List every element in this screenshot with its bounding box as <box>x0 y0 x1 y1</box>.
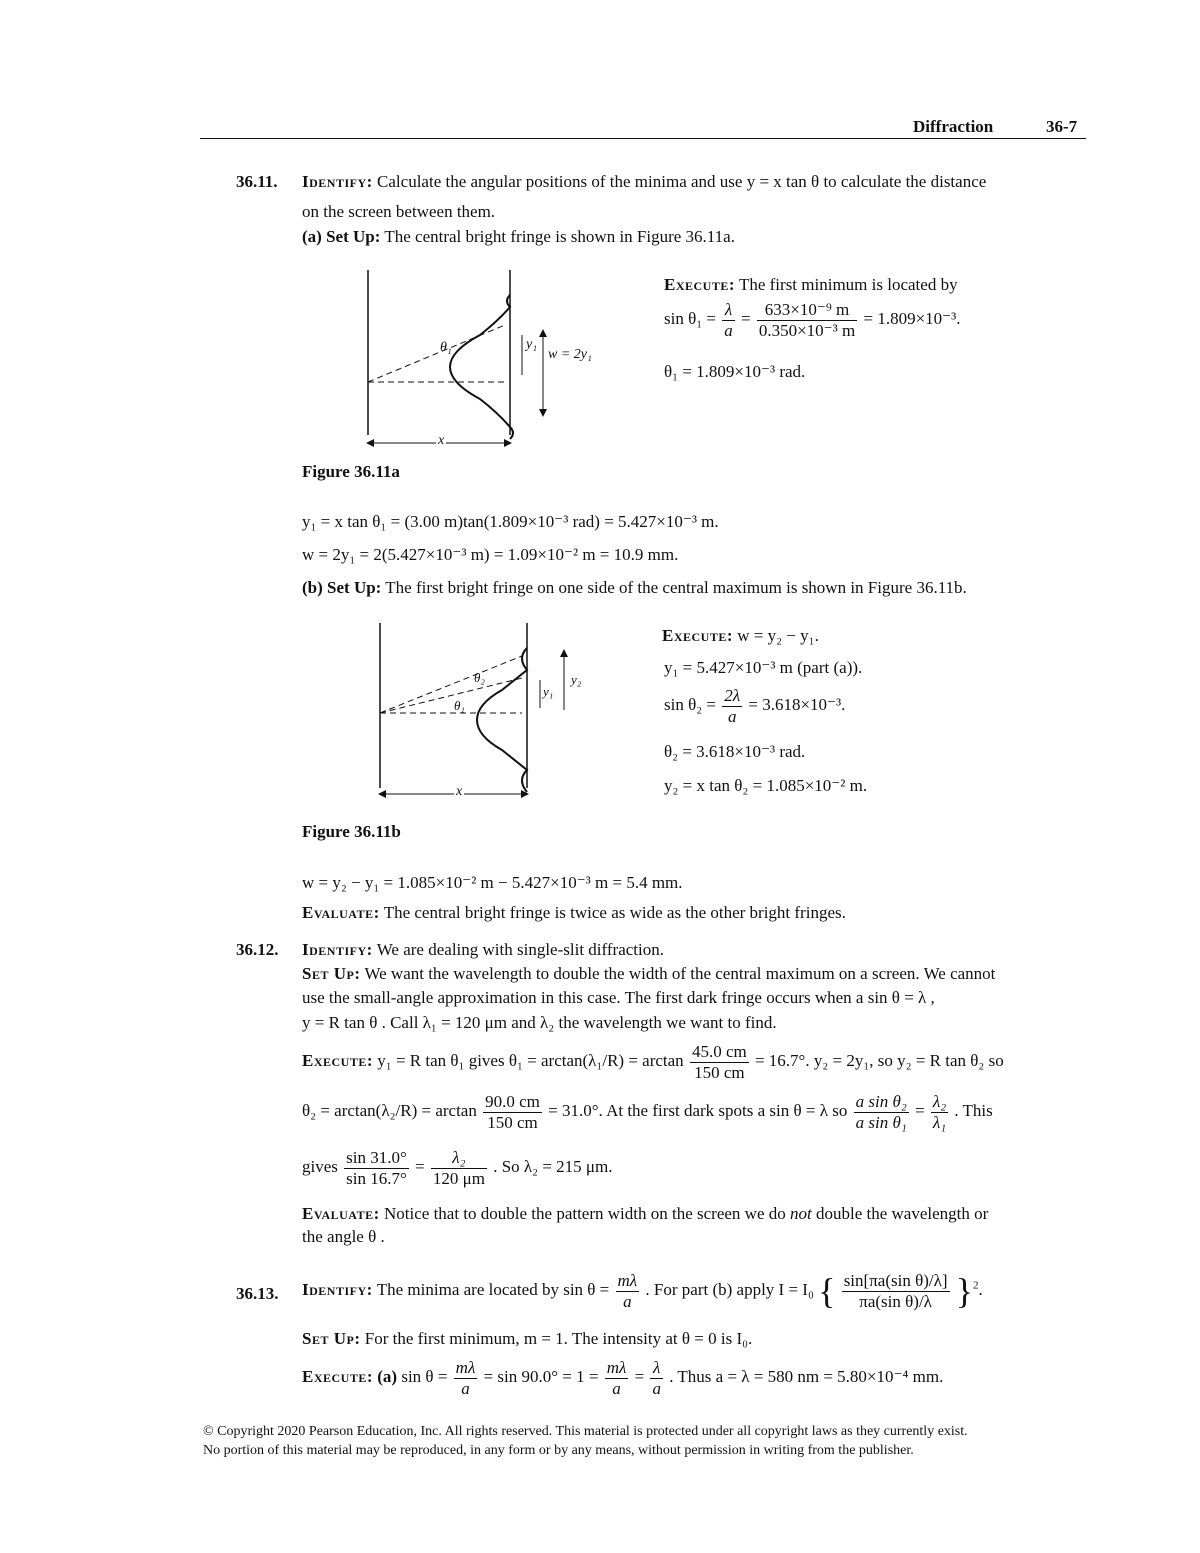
problem-number-36-12: 36.12. <box>236 940 279 959</box>
execute-36-12-line2: θ₂ = arctan(λ₂/R) = arctan $\frac{90.0 cm}{150 cm}$ = 31.0°. At the first dark spots a sin θ = λ so $\frac{\text{a sin θ₂}}{\text{a sin θ₁}}$ = $\frac{\text{λ₂}}{\text{λ₁}}$ . This <box>302 1092 993 1132</box>
ratio-fraction-sin: $\frac{\text{a sin θ₂}}{\text{a sin θ₁}}$ <box>855 1092 907 1132</box>
evaluate-36-12-line2: the angle θ . <box>302 1227 385 1246</box>
theta1-dashed-line-b <box>380 678 522 713</box>
setup-a-36-11: (a) Set Up: The central bright fringe is shown in Figure 36.11a. <box>302 227 735 246</box>
arctan-fraction-2: $\frac{90.0 cm}{150 cm}$ <box>485 1092 540 1132</box>
b-w-equation: w = y₂ − y₁ = 1.085×10⁻² m − 5.427×10⁻³ m = 5.4 mm. <box>302 873 683 892</box>
intensity-curve <box>450 295 513 439</box>
minimum-dashed-line <box>368 325 505 382</box>
execute-36-11a: Execute: The first minimum is located by <box>664 275 958 294</box>
theta1-result: θ₁ = 1.809×10⁻³ rad. <box>664 362 806 381</box>
y1-equation: y₁ = x tan θ₁ = (3.00 m)tan(1.809×10⁻³ rad) = 5.427×10⁻³ m. <box>302 512 719 531</box>
figure-a-x-label: x <box>438 433 445 448</box>
exec-fraction-1: $\frac{m\lambda}{a}$ <box>455 1358 476 1398</box>
figure-b-theta1-label: θ₁ <box>454 698 465 713</box>
figure-36-11a-caption: Figure 36.11a <box>302 462 400 481</box>
figure-b-theta2-label: θ₂ <box>474 670 485 685</box>
lambda-ratio-fraction: $\frac{\text{λ₂}}{120 \mu m}$ <box>432 1148 485 1188</box>
intensity-fraction: $\frac{\text{sin[πa(sin θ)/λ]}}{\text{πa(sin θ)/λ}}$ <box>843 1270 948 1311</box>
sin-theta2-equation: sin θ₂ = $\frac{2\lambda}{a}$ = 3.618×10⁻³. <box>664 686 846 726</box>
two-lambda-over-a-fraction: $\frac{2\lambda}{a}$ <box>724 686 741 726</box>
exec-fraction-2: $\frac{m\lambda}{a}$ <box>606 1358 627 1398</box>
evaluate-36-12: Evaluate: Notice that to double the pattern width on the screen we do not double the wavelength or <box>302 1204 989 1223</box>
header-rule <box>200 138 1086 139</box>
copyright-line-2: No portion of this material may be reproduced, in any form or by any means, without permission in writing from the publisher. <box>203 1443 914 1458</box>
evaluate-36-11: Evaluate: The central bright fringe is twice as wide as the other bright fringes. <box>302 903 846 922</box>
execute-36-11b: Execute: w = y₂ − y₁. <box>662 626 819 645</box>
theta2-result: θ₂ = 3.618×10⁻³ rad. <box>664 742 806 761</box>
m-lambda-over-a-fraction: $\frac{m\lambda}{a}$ <box>617 1270 638 1311</box>
sin-theta1-equation: sin θ₁ = $\frac{\lambda}{a}$ = $\frac{\text{633×10⁻⁹ m}}{\text{0.350×10⁻³ m}}$ = 1.809×10⁻³. <box>664 300 961 340</box>
exec-fraction-3: $\frac{\lambda}{a}$ <box>652 1358 661 1398</box>
figure-b-y1-label: y₁ <box>543 684 554 699</box>
copyright-line-1: © Copyright 2020 Pearson Education, Inc. All rights reserved. This material is protected under all copyright laws as they currently exist. <box>203 1424 968 1439</box>
figure-b-x-label: x <box>456 784 463 799</box>
figure-36-11b-drawing <box>372 618 612 808</box>
arctan-fraction-1: $\frac{45.0 cm}{150 cm}$ <box>691 1042 747 1082</box>
sine-ratio-fraction: $\frac{\sin 31.0^\circ}{\sin 16.7^\circ}$ <box>346 1148 407 1188</box>
value-fraction: $\frac{\text{633×10⁻⁹ m}}{\text{0.350×10⁻³ m}}$ <box>758 300 856 340</box>
chapter-title: Diffraction <box>913 117 994 136</box>
execute-36-12-line3: gives $\frac{\sin 31.0^\circ}{\sin 16.7^\circ}$ = $\frac{\text{λ₂}}{120 \mu m}$ . So λ₂ = 215 μm. <box>302 1148 613 1188</box>
execute-36-12-line1: Execute: y₁ = R tan θ₁ gives θ₁ = arctan(λ₁/R) = arctan $\frac{45.0 cm}{150 cm}$ = 16.7°. y₂ = 2y₁, so y₂ = R tan θ₂ so <box>302 1042 1004 1082</box>
setup-36-12: Set Up: We want the wavelength to double the width of the central maximum on a screen. We cannot <box>302 964 996 983</box>
figure-b-y2-label: y₂ <box>571 672 582 687</box>
w-arrow-head-top <box>539 329 547 337</box>
identify-36-11: Identify: Calculate the angular positions of the minima and use y = x tan θ to calculate the distance <box>302 172 987 191</box>
w-equation: w = 2y₁ = 2(5.427×10⁻³ m) = 1.09×10⁻² m = 10.9 mm. <box>302 545 679 564</box>
figure-36-11b-caption: Figure 36.11b <box>302 822 401 841</box>
setup-36-12-line3: y = R tan θ . Call λ₁ = 120 μm and λ₂ the wavelength we want to find. <box>302 1013 777 1032</box>
y2-arrow-head-b <box>560 649 568 657</box>
identify-36-12: Identify: We are dealing with single-slit diffraction. <box>302 940 664 959</box>
problem-number-36-11: 36.11. <box>236 172 278 191</box>
identify-36-13: Identify: The minima are located by sin θ = $\frac{m\lambda}{a}$ . For part (b) apply I = I₀ { $\frac{\text{sin[πa(sin θ)/λ]}}{\text{πa(sin θ)/λ}}$ }$^2$. <box>302 1270 983 1311</box>
setup-36-12-line2: use the small-angle approximation in this case. The first dark fringe occurs when a sin θ = λ , <box>302 988 935 1007</box>
problem-number-36-13: 36.13. <box>236 1284 279 1303</box>
figure-36-11b <box>372 618 612 813</box>
figure-36-11a <box>360 265 620 460</box>
execute-36-13: Execute: (a) sin θ = $\frac{m\lambda}{a}$ = sin 90.0° = 1 = $\frac{m\lambda}{a}$ = $\frac{\lambda}{a}$ . Thus a = λ = 580 nm = 5.80×10⁻⁴ mm. <box>302 1358 944 1398</box>
figure-a-theta-label: θ₁ <box>440 340 452 355</box>
x-arrow-head-left-b <box>378 790 386 798</box>
page-number: 36-7 <box>1046 117 1078 136</box>
b-y1-line: y₁ = 5.427×10⁻³ m (part (a)). <box>664 658 863 677</box>
figure-a-y1-label: y₁ <box>526 337 538 352</box>
x-arrow-head-right-b <box>521 790 529 798</box>
setup-b-36-11: (b) Set Up: The first bright fringe on one side of the central maximum is shown in Figure 36.11b. <box>302 578 967 597</box>
ratio-fraction-lambda: $\frac{\text{λ₂}}{\text{λ₁}}$ <box>932 1092 947 1132</box>
figure-a-w-label: w = 2y₁ <box>548 347 592 362</box>
identify-36-11-cont: on the screen between them. <box>302 202 496 221</box>
lambda-over-a-fraction: $\frac{\lambda}{a}$ <box>724 300 733 340</box>
x-arrow-head-right <box>504 439 512 447</box>
x-arrow-head-left <box>366 439 374 447</box>
setup-36-13: Set Up: For the first minimum, m = 1. The intensity at θ = 0 is I₀. <box>302 1329 753 1348</box>
y2-result: y₂ = x tan θ₂ = 1.085×10⁻² m. <box>664 776 868 795</box>
w-arrow-head-bottom <box>539 409 547 417</box>
theta2-dashed-line-b <box>380 656 522 713</box>
